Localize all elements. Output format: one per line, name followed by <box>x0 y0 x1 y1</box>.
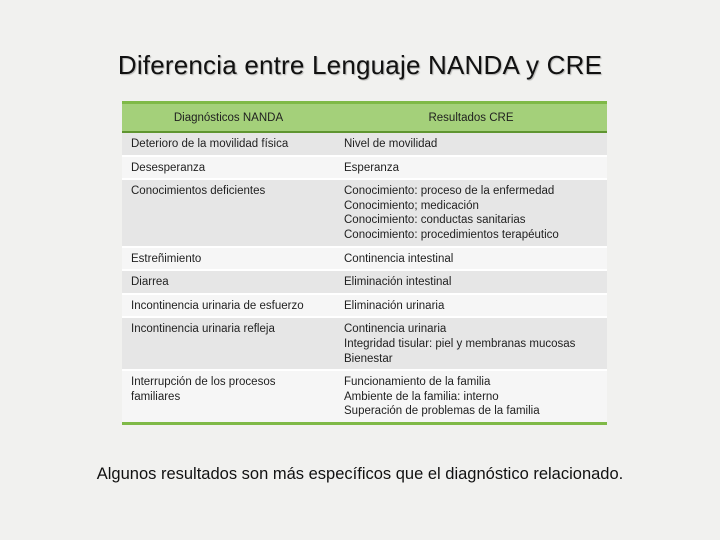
cre-outcome-text: Conocimiento; medicación <box>344 199 479 212</box>
cre-outcome-cell <box>335 132 607 156</box>
cre-outcome-text: Eliminación urinaria <box>344 299 445 312</box>
cre-outcome-text: Esperanza <box>344 161 399 174</box>
cre-outcome-text: Nivel de movilidad <box>344 138 438 150</box>
cre-outcome-text: Bienestar <box>344 352 393 365</box>
cre-outcome-cell <box>335 179 607 246</box>
nanda-diagnosis-cell <box>122 132 335 156</box>
header-cre: Resultados CRE <box>335 104 607 132</box>
table-row <box>122 132 607 156</box>
nanda-diagnosis-cell <box>122 317 335 370</box>
cre-outcome-text: Ambiente de la familia: interno <box>344 390 499 403</box>
nanda-diagnosis-text: Incontinencia urinaria de esfuerzo <box>131 299 304 312</box>
nanda-diagnosis-text: Interrupción de los procesos <box>131 376 276 389</box>
nanda-diagnosis-text: Diarrea <box>131 276 169 289</box>
nanda-diagnosis-cell <box>122 370 335 422</box>
table-body <box>122 132 607 422</box>
cre-outcome-text: Conocimiento: conductas sanitarias <box>344 214 526 227</box>
cre-outcome-cell <box>335 317 607 370</box>
table-row <box>122 156 607 180</box>
slide-title: Diferencia entre Lenguaje NANDA y CRE <box>117 50 603 80</box>
nanda-diagnosis-cell <box>122 179 335 246</box>
table-row <box>122 294 607 318</box>
nanda-diagnosis-text: Incontinencia urinaria refleja <box>131 323 275 336</box>
cre-outcome-text: Superación de problemas de la familia <box>344 405 540 418</box>
header-nanda: Diagnósticos NANDA <box>122 104 335 132</box>
cre-outcome-text: Continencia urinaria <box>344 323 447 336</box>
cre-outcome-text: Funcionamiento de la familia <box>344 376 491 389</box>
footer-note: Algunos resultados son más específicos que el diagnóstico relacionado. <box>96 465 624 483</box>
table-row <box>122 370 607 422</box>
nanda-diagnosis-text: familiares <box>131 390 181 403</box>
cre-outcome-text: Eliminación intestinal <box>344 276 452 289</box>
table-row <box>122 179 607 246</box>
table-header-row <box>122 104 607 132</box>
nanda-diagnosis-text: Estreñimiento <box>131 252 202 265</box>
nanda-diagnosis-cell <box>122 270 335 294</box>
table-row <box>122 247 607 271</box>
comparison-table <box>122 101 607 425</box>
cre-outcome-cell <box>335 156 607 180</box>
cre-outcome-text: Integridad tisular: piel y membranas mucosas <box>344 337 576 350</box>
table-row <box>122 270 607 294</box>
cre-outcome-cell <box>335 270 607 294</box>
cre-outcome-cell <box>335 370 607 422</box>
cre-outcome-text: Conocimiento: proceso de la enfermedad <box>344 185 555 198</box>
nanda-diagnosis-text: Desesperanza <box>131 161 206 174</box>
nanda-diagnosis-cell <box>122 156 335 180</box>
cre-outcome-text: Conocimiento: procedimientos terapéutico <box>344 228 559 241</box>
cre-outcome-cell <box>335 294 607 318</box>
nanda-diagnosis-cell <box>122 294 335 318</box>
cre-outcome-text: Continencia intestinal <box>344 252 454 265</box>
nanda-diagnosis-cell <box>122 247 335 271</box>
nanda-diagnosis-text: Deterioro de la movilidad física <box>131 138 289 150</box>
table-row <box>122 317 607 370</box>
nanda-diagnosis-text: Conocimientos deficientes <box>131 185 266 198</box>
cre-outcome-cell <box>335 247 607 271</box>
